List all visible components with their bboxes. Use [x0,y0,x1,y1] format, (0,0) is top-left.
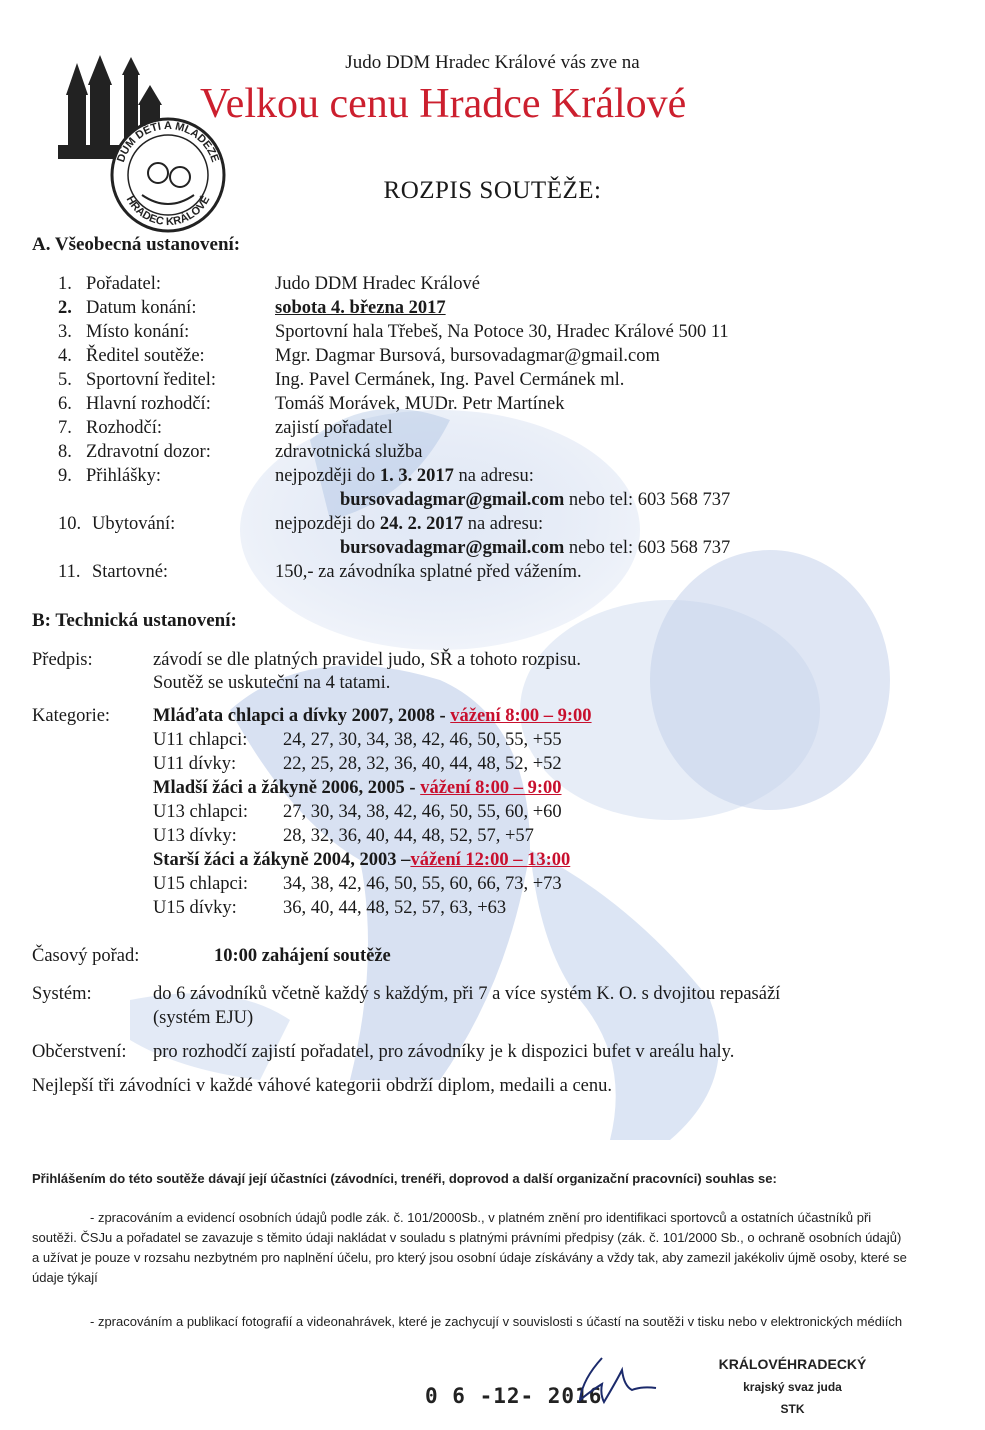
contact-email: bursovadagmar@gmail.com [340,490,565,510]
kategorie-label: Kategorie: [32,706,111,726]
page-title: Velkou cenu Hradce Králové [200,81,687,127]
consent-heading: Přihlášením do této soutěže dávají její účastníci (závodníci, trenéři, doprovod a další organizační pracovníci) souhlas se: [32,1171,777,1186]
section-a-heading: A. Všeobecná ustanovení: [32,234,241,255]
signature [572,1350,662,1410]
logo-text-bottom: HRADEC KRÁLOVÉ [123,194,213,229]
consent-paragraph-2: - zpracováním a publikací fotografií a videonahrávek, které je zachycují v souvislosti s účastí na soutěži v tisku nebo v elektronických médiích [90,1314,903,1329]
section-b-heading: B: Technická ustanovení: [32,610,237,631]
stamp-line-2: krajský svaz juda [743,1380,842,1394]
intro-line: Judo DDM Hradec Králové vás zve na [345,52,640,73]
stamp-line-3: STK [780,1402,805,1416]
date-stamp: 0 6 -12- 2016 [425,1384,603,1408]
logo-text-top: DŮM DĚTÍ A MLÁDEŽE [115,119,221,164]
contact-tel: nebo tel: 603 568 737 [564,490,731,510]
stamp-line-1: KRÁLOVÉHRADECKÝ [718,1356,867,1372]
contact-email: bursovadagmar@gmail.com [340,538,565,558]
consent-paragraph-1: - zpracováním a evidencí osobních údajů podle zák. č. 101/2000Sb., v platném znění pro identifikaci sportovců a ostatních účastníků při soutěži. ČSJu a pořadatel se zavazuje s těmito údaji nakládat v souladu s platnými právními předpisy (zák. č. 101/2000 Sb., o ochraně osobních údajů) a užívat je pouze v rozsahu nezbytném pro naplnění účelu, pro který jsou osobní údaje získávány a vždy tak, aby zamezil jakékoliv újmě osoby, které se údaje týkají [32,1210,907,1285]
contact-tel: nebo tel: 603 568 737 [564,538,731,558]
document-subtitle: ROZPIS SOUTĚŽE: [383,177,602,204]
